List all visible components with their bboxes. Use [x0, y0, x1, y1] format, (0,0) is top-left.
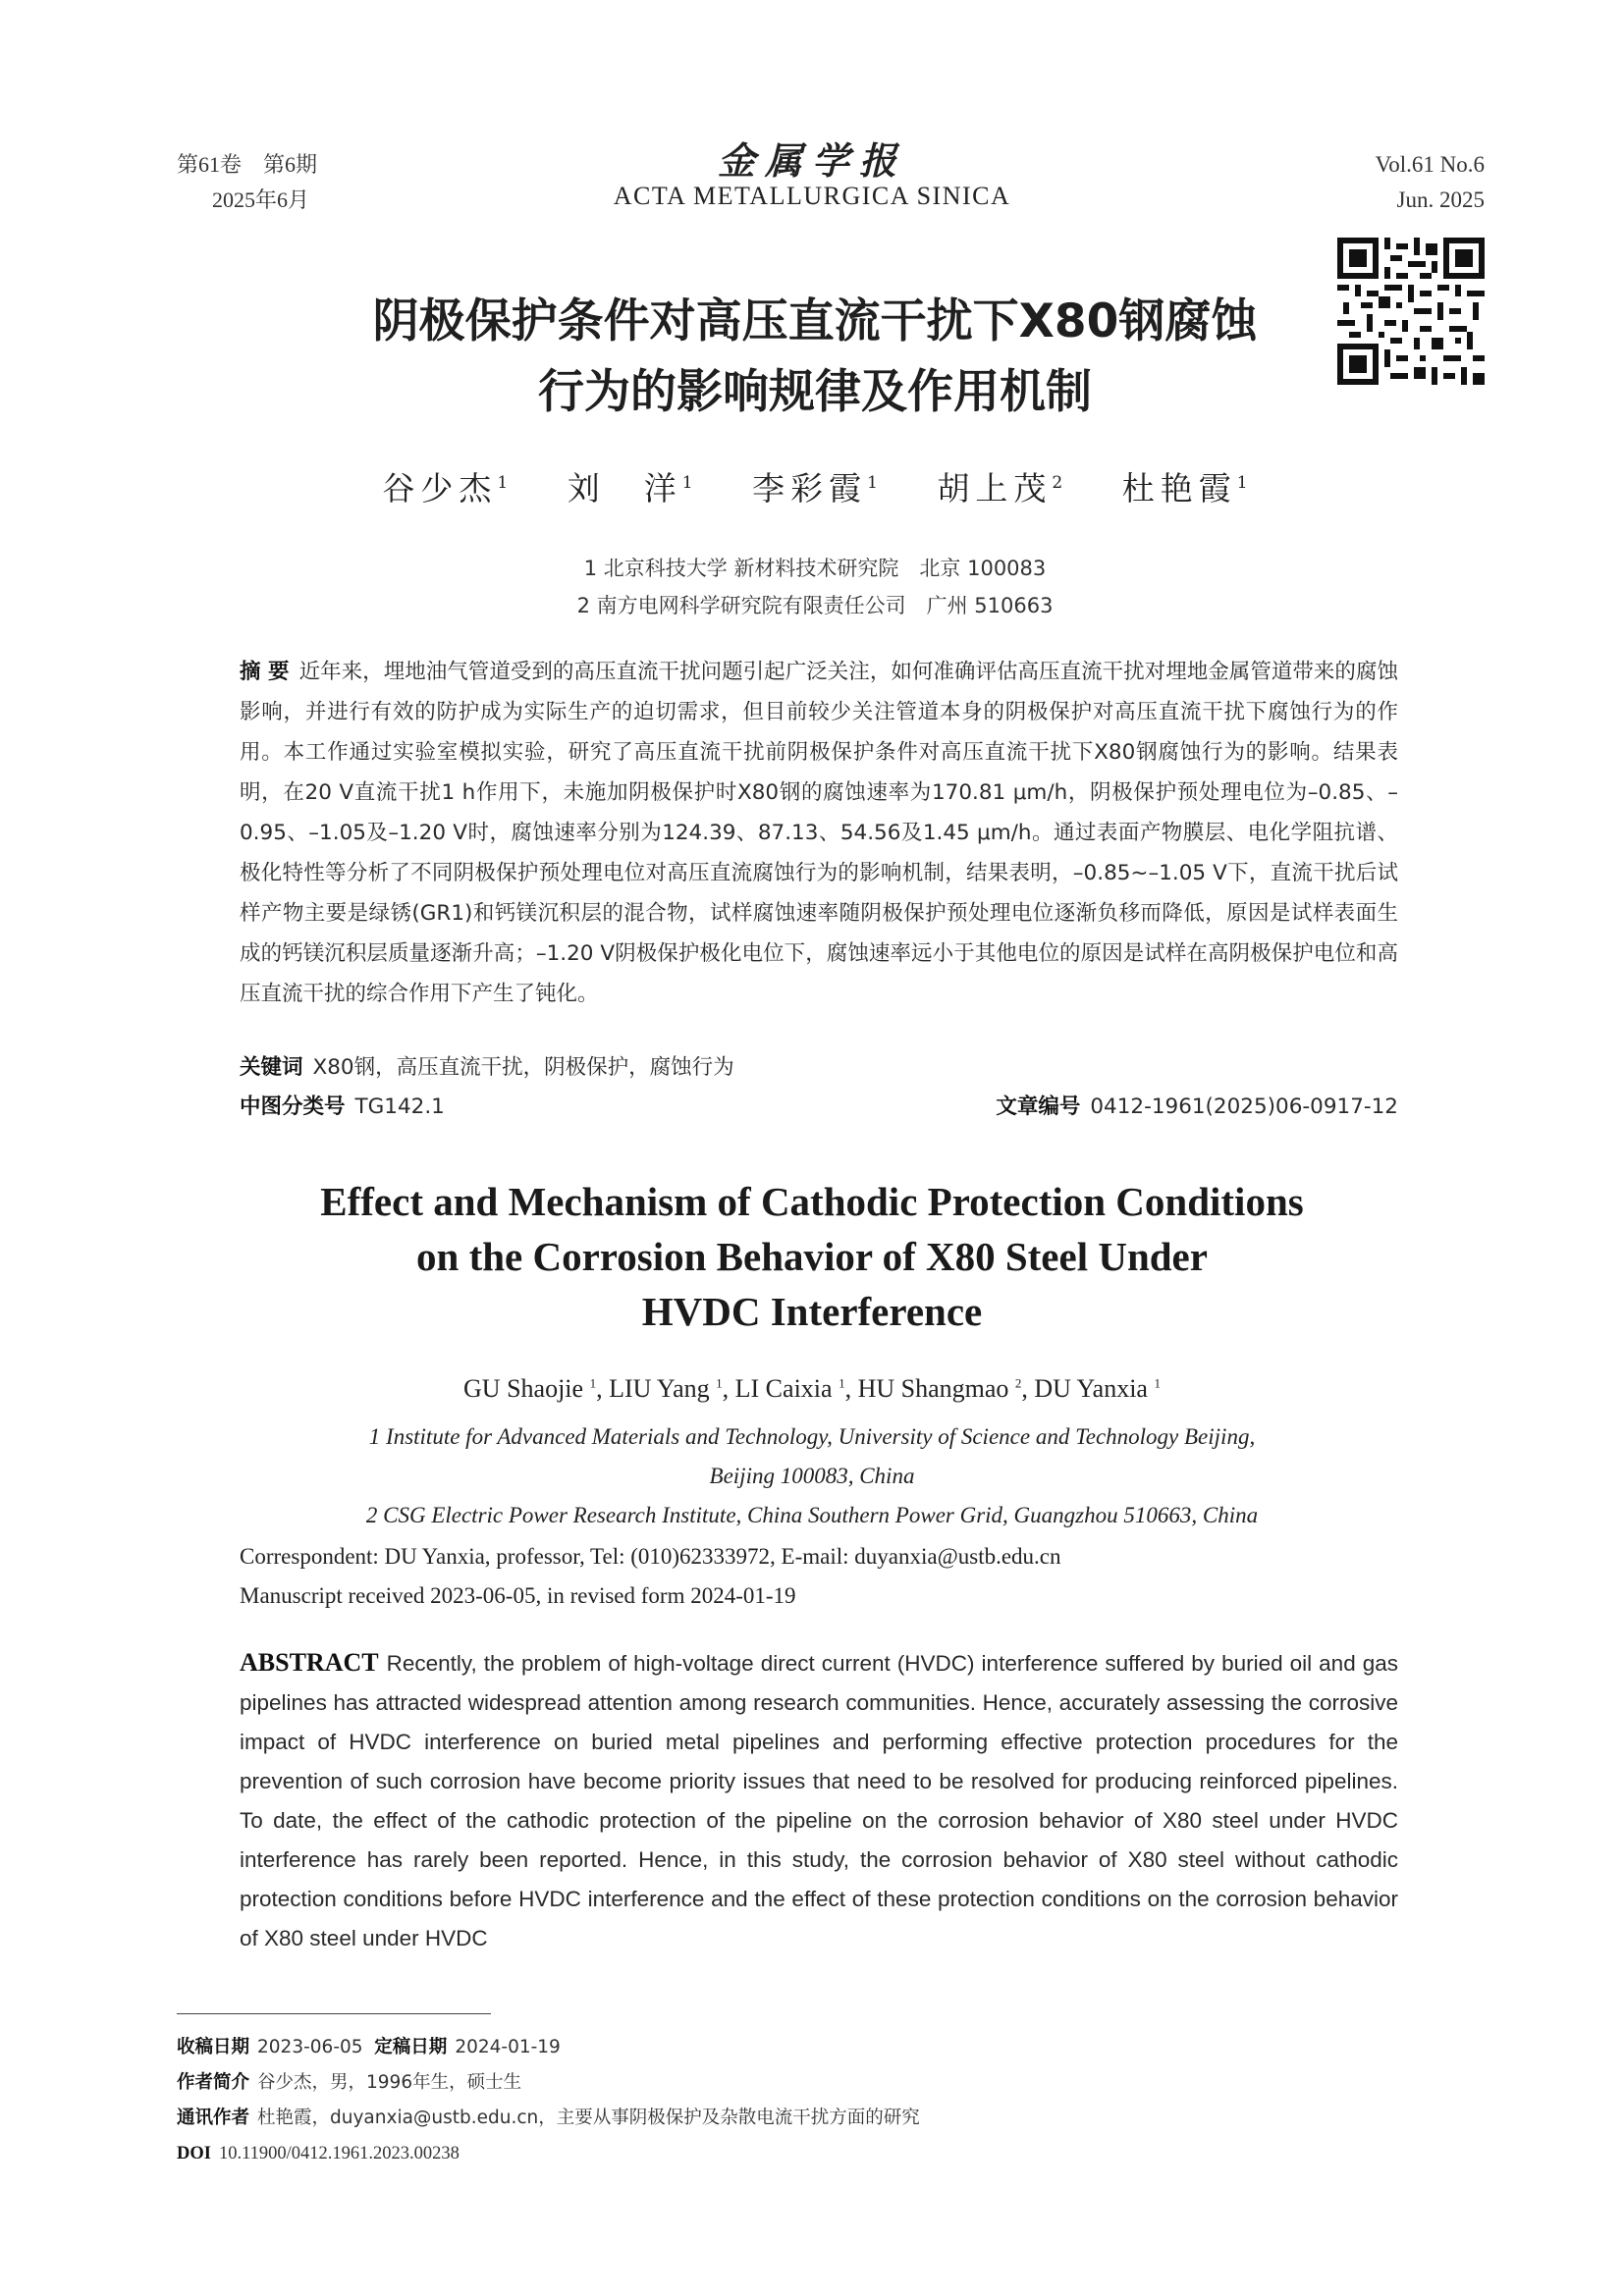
- paper-title-cn-line2: 行为的影响规律及作用机制: [538, 365, 1092, 419]
- article-number-value: 0412-1961(2025)06-0917-12: [1090, 1095, 1398, 1119]
- keywords-cn-text: X80钢，高压直流干扰，阴极保护，腐蚀行为: [312, 1055, 734, 1080]
- manuscript-dates: Manuscript received 2023-06-05, in revised form 2024-01-19: [240, 1583, 796, 1608]
- paper-title-cn-line1: 阴极保护条件对高压直流干扰下X80钢腐蚀: [372, 294, 1258, 348]
- author-list-en: GU Shaojie $^1$, LIU Yang $^1$, LI Caixia $^1$, HU Shangmao $^2$, DU Yanxia $^1$: [463, 1374, 1161, 1403]
- journal-issue-cn: [177, 147, 317, 218]
- author-en: LIU Yang $^1$: [609, 1374, 723, 1403]
- abstract-cn: [240, 652, 1398, 1014]
- affiliations-en: [226, 1417, 1398, 1535]
- abstract-cn-label: 摘 要: [240, 660, 290, 684]
- correspondent-line: Correspondent: DU Yanxia, professor, Tel: (010)62333972, E-mail: duyanxia@ustb.edu.cn: [240, 1544, 1061, 1569]
- author-en: GU Shaojie $^1$: [463, 1374, 597, 1403]
- correspondence-info: [240, 1537, 1398, 1616]
- abstract-cn-text: 近年来，埋地油气管道受到的高压直流干扰问题引起广泛关注，如何准确评估高压直流干扰对埋地金属管道带来的腐蚀影响，并进行有效的防护成为实际生产的迫切需求，但目前较少关注管道本身的阴极保护对高压直流干扰下腐蚀行为的作用。本工作通过实验室模拟实验，研究了高压直流干扰前阴极保护条件对高压直流干扰下X80钢腐蚀行为的影响。结果表明，在20 V直流干扰1 h作用下，未施加阴极保护时X80钢的腐蚀速率为170.81 μm/h，阴极保护预处理电位为–0.85、–0.95、–1.05及–1.20 V时，腐蚀速率分别为124.39、87.13、54.56及1.45 μm/h。通过表面产物膜层、电化学阻抗谱、极化特性等分析了不同阴极保护预处理电位对高压直流腐蚀行为的影响机制，结果表明，–0.85~–1.05 V下，直流干扰后试样产物主要是绿锈(GR1)和钙镁沉积层的混合物，试样腐蚀速率随阴极保护预处理电位逐渐负移而降低，原因是试样表面生成的钙镁沉积层质量逐渐升高；–1.20 V阴极保护极化电位下，腐蚀速率远小于其他电位的原因是试样在高阴极保护电位和高压直流干扰的综合作用下产生了钝化。: [240, 660, 1398, 1006]
- affiliation-en-1: 1 Institute for Advanced Materials and Technology, University of Science and Technology Beijing,: [368, 1424, 1256, 1449]
- footnote-author-bio: 作者简介 谷少杰，男，1996年生，硕士生: [177, 2072, 522, 2093]
- doi-link[interactable]: 10.11900/0412.1961.2023.00238: [218, 2144, 460, 2163]
- author-en: DU Yanxia $^1$: [1034, 1374, 1161, 1403]
- author-en: HU Shangmao $^2$: [857, 1374, 1022, 1403]
- journal-name-en: ACTA METALLURGICA SINICA: [613, 182, 1011, 210]
- affiliation-cn-1: 1 北京科技大学 新材料技术研究院 北京 100083: [583, 557, 1047, 580]
- footnote-doi: DOI 10.11900/0412.1961.2023.00238: [177, 2144, 460, 2163]
- author-cn: 刘 洋$^1$: [567, 469, 693, 507]
- author-list-cn: [295, 463, 1335, 509]
- classification-label: 中图分类号: [240, 1095, 346, 1119]
- qr-code-icon[interactable]: [1337, 238, 1485, 385]
- abstract-en-label: ABSTRACT: [240, 1648, 379, 1677]
- journal-logo-cn: 金属学报: [717, 138, 906, 183]
- paper-title-en-line1: Effect and Mechanism of Cathodic Protection Conditions: [320, 1179, 1304, 1224]
- paper-title-en: [226, 1174, 1398, 1339]
- article-number: [996, 1088, 1398, 1127]
- keywords-cn-label: 关键词: [240, 1055, 303, 1080]
- journal-issue-en: [1376, 147, 1485, 218]
- author-cn: 李彩霞$^1$: [752, 469, 878, 507]
- volume-issue-cn: 第61卷 第6期: [177, 152, 318, 177]
- keywords-cn: [240, 1048, 1398, 1088]
- author-cn: 杜艳霞$^1$: [1121, 469, 1248, 507]
- affiliation-en-1-cont: Beijing 100083, China: [709, 1464, 915, 1488]
- classification-value: TG142.1: [354, 1095, 445, 1119]
- classification-row: [240, 1088, 1398, 1127]
- paper-title-en-line3: HVDC Interference: [641, 1289, 983, 1334]
- affiliation-cn-2: 2 南方电网科学研究院有限责任公司 广州 510663: [576, 594, 1054, 617]
- abstract-en: [240, 1643, 1398, 1958]
- abstract-en-text: Recently, the problem of high-voltage direct current (HVDC) interference suffered by buried oil and gas pipelines has attracted widespread attention among research communities. Hence, accurately assessing the corrosive impact of HVDC interference on buried metal pipelines and performing effective protection procedures for the prevention of such corrosion have become priority issues that need to be resolved for producing reinforced pipelines. To date, the effect of the cathodic protection of the pipeline on the corrosion behavior of X80 steel under HVDC interference has rarely been reported. Hence, in this study, the corrosion behavior of X80 steel without cathodic protection conditions before HVDC interference and the effect of these protection conditions on the corrosion behavior of X80 steel under HVDC: [240, 1651, 1398, 1950]
- footnote-divider: [177, 2013, 491, 2014]
- affiliations-cn: [295, 550, 1335, 624]
- footnote-dates: 收稿日期 2023-06-05 定稿日期 2024-01-19: [177, 2037, 561, 2057]
- footnote-corresponding-author: 通讯作者 杜艳霞，duyanxia@ustb.edu.cn，主要从事阴极保护及杂散电流干扰方面的研究: [177, 2108, 920, 2128]
- author-cn: 谷少杰$^1$: [382, 469, 509, 507]
- journal-masthead: [550, 137, 1074, 210]
- article-number-label: 文章编号: [996, 1095, 1081, 1119]
- footnotes: [177, 2030, 1453, 2171]
- author-cn: 胡上茂$^2$: [937, 469, 1063, 507]
- author-en: LI Caixia $^1$: [734, 1374, 845, 1403]
- paper-title-cn: [295, 287, 1335, 428]
- paper-title-en-line2: on the Corrosion Behavior of X80 Steel Under: [416, 1234, 1208, 1279]
- affiliation-en-2: 2 CSG Electric Power Research Institute, China Southern Power Grid, Guangzhou 510663, China: [365, 1503, 1259, 1527]
- date-cn: 2025年6月: [212, 187, 310, 212]
- date-en: Jun. 2025: [1396, 187, 1485, 212]
- volume-issue-en: Vol.61 No.6: [1375, 152, 1485, 177]
